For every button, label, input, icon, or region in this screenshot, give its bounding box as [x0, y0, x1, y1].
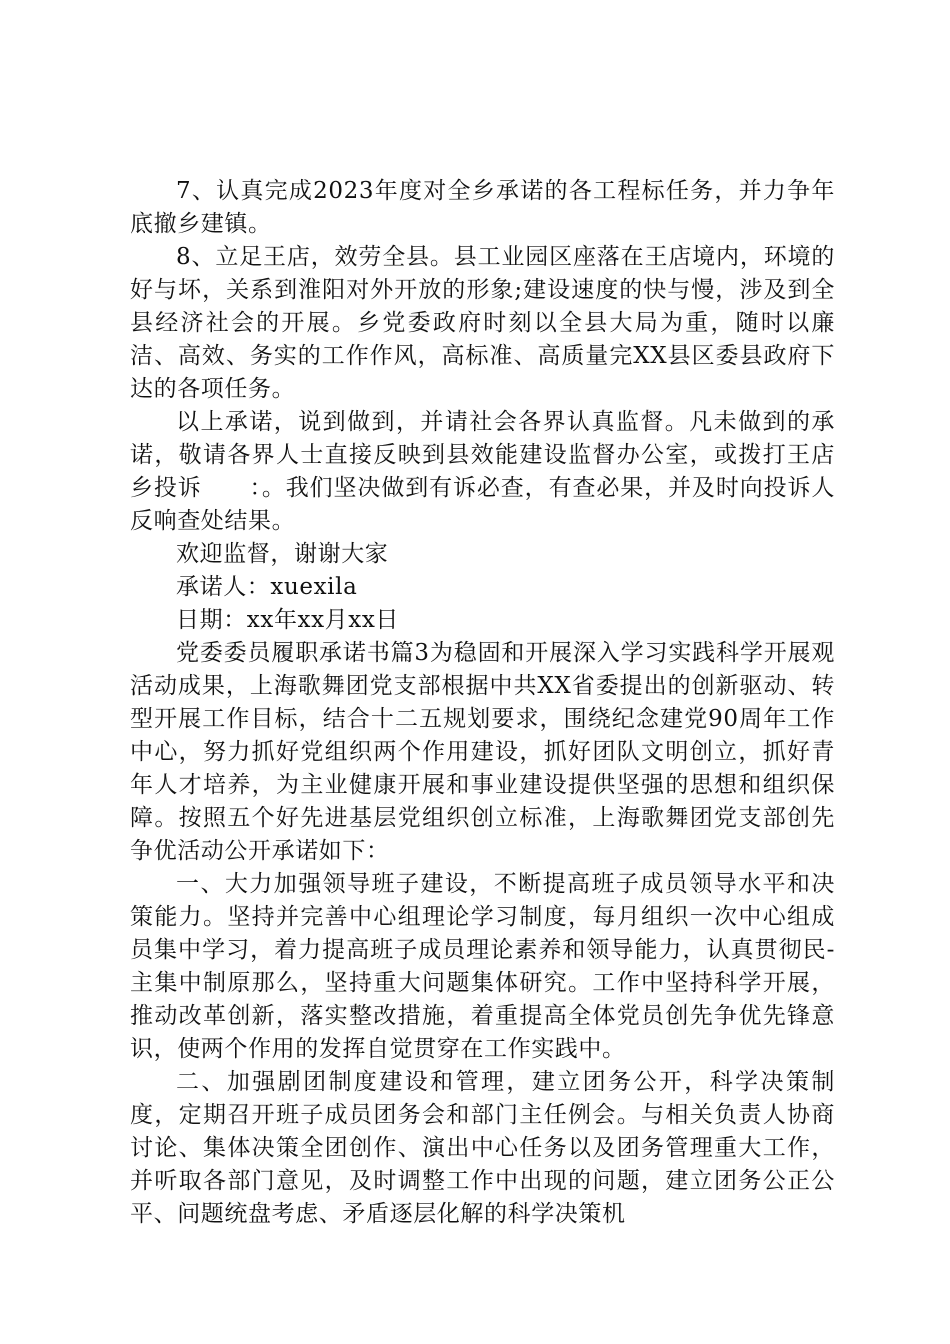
paragraph-date: 日期：xx年xx月xx日 [176, 607, 400, 633]
paragraph-promisor: 承诺人：xuexila [176, 574, 358, 600]
document-body [130, 175, 835, 1231]
paragraph-article-3-intro: 党委委员履职承诺书篇3为稳固和开展深入学习实践科学开展观活动成果，上海歌舞团党支部根据中共XX省委提出的创新驱动、转型开展工作目标，结合十二五规划要求，围绕纪念建党90周年工作中心，努力抓好党组织两个作用建设，抓好团队文明创立，抓好青年人才培养，为主业健康开展和事业建设提供坚强的思想和组织保障。按照五个好先进基层党组织创立标准，上海歌舞团党支部创先争优活动公开承诺如下： [130, 640, 835, 864]
paragraph-section-one: 一、大力加强领导班子建设，不断提高班子成员领导水平和决策能力。坚持并完善中心组理论学习制度，每月组织一次中心组成员集中学习，着力提高班子成员理论素养和领导能力，认真贯彻民-主集中制原那么，坚持重大问题集体研究。工作中坚持科学开展，推动改革创新，落实整改措施，着重提高全体党员创先争优先锋意识，使两个作用的发挥自觉贯穿在工作实践中。 [130, 871, 835, 1062]
paragraph-commitment-summary: 以上承诺，说到做到，并请社会各界认真监督。凡未做到的承诺，敬请各界人士直接反映到县效能建设监督办公室，或拨打王店乡投诉 ：。我们坚决做到有诉必查，有查必果，并及时向投诉人反响查处结果。 [130, 409, 835, 534]
paragraph-item-7: 7、认真完成2023年度对全乡承诺的各工程标任务，并力争年底撤乡建镇。 [130, 178, 835, 237]
paragraph-section-two: 二、加强剧团制度建设和管理，建立团务公开，科学决策制度，定期召开班子成员团务会和部门主任例会。与相关负责人协商讨论、集体决策全团创作、演出中心任务以及团务管理重大工作，并听取各部门意见，及时调整工作中出现的问题，建立团务公正公平、问题统盘考虑、矛盾逐层化解的科学决策机 [130, 1069, 835, 1227]
paragraph-welcome: 欢迎监督，谢谢大家 [176, 541, 389, 567]
paragraph-item-8: 8、立足王店，效劳全县。县工业园区座落在王店境内，环境的好与坏，关系到淮阳对外开放的形象;建设速度的快与慢，涉及到全县经济社会的开展。乡党委政府时刻以全县大局为重，随时以廉洁、高效、务实的工作作风，高标准、高质量完XX县区委县政府下达的各项任务。 [130, 244, 835, 402]
